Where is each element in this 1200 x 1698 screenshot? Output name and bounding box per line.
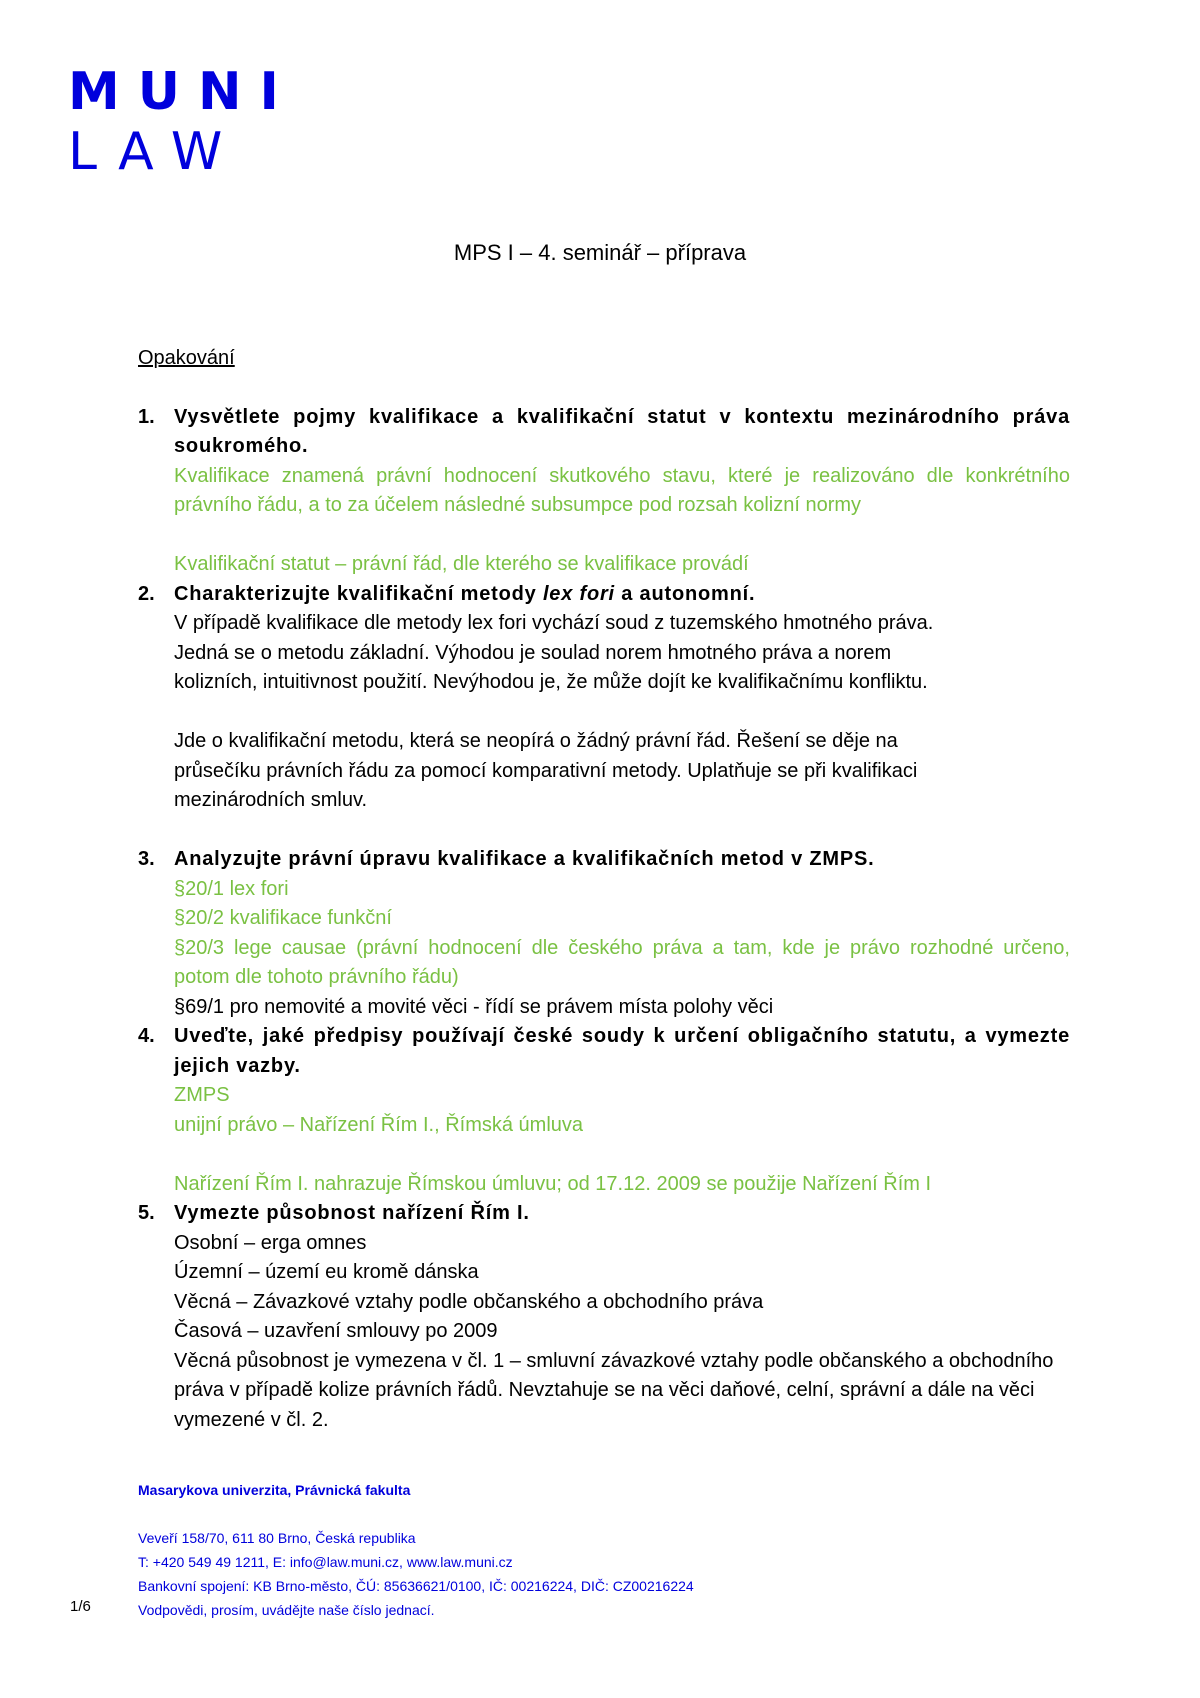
question-italic-term: lex fori xyxy=(542,582,615,605)
question-item-1 xyxy=(138,403,1070,580)
question-item-3 xyxy=(138,845,1070,1022)
footer-institution: Masarykova univerzita, Právnická fakulta xyxy=(138,1482,411,1498)
answer-text: Nařízení Řím I. nahrazuje Římskou úmluvu; od 17.12. 2009 se použije Nařízení Řím I xyxy=(174,1172,932,1195)
question-number: 1. xyxy=(138,405,155,428)
section-heading: Opakování xyxy=(138,347,235,369)
answer-text: Věcná působnost je vymezena v čl. 1 – smluvní závazkové vztahy podle občanského a obchodního práva v případě kolize právních řádů. Nevztahuje se na věci daňové, celní, správní a dále na věci vymezené v čl. 2. xyxy=(174,1349,1054,1431)
question-number: 4. xyxy=(138,1025,155,1047)
logo-line-law: LAW xyxy=(68,122,243,182)
answer-text: §69/1 pro nemovité a movité věci - řídí se právem místa polohy věci xyxy=(174,995,774,1018)
answer-text: Kvalifikace znamená právní hodnocení skutkového stavu, které je realizováno dle konkrétního právního řádu, a to za účelem následné subsumpce pod rozsah kolizní normy xyxy=(174,464,1070,516)
question-item-4 xyxy=(138,1022,1070,1199)
question-text: Uveďte, jaké předpisy používají české soudy k určení obligačního statutu, a vymezte jejich vazby. xyxy=(174,1025,1070,1077)
question-number: 2. xyxy=(138,582,155,605)
answer-text: §20/2 kvalifikace funkční xyxy=(174,907,392,929)
letterhead-footer xyxy=(138,1478,694,1622)
answer-text: §20/3 lege causae (právní hodnocení dle českého práva a tam, kde je právo rozhodné určeno, potom dle tohoto právního řádu) xyxy=(174,936,1070,988)
question-item-5 xyxy=(138,1199,1070,1435)
question-text: Charakterizujte kvalifikační metody lex fori a autonomní. xyxy=(174,582,756,605)
answer-text: V případě kvalifikace dle metody lex fori vychází soud z tuzemského hmotného práva. Jedná se o metodu základní. Výhodou je soulad norem hmotného práva a norem kolizních, intuitivnost použití. Nevýhodou je, že může dojít ke kvalifikačnímu konfliktu. xyxy=(174,612,934,693)
muni-law-logo xyxy=(68,62,297,182)
document-title: MPS I – 4. seminář – příprava xyxy=(453,240,747,265)
answer-text: Jde o kvalifikační metodu, která se neopírá o žádný právní řád. Řešení se děje na průsečíku právních řádu za pomocí komparativní metody. Uplatňuje se při kvalifikaci mezinárodních smluv. xyxy=(174,730,918,811)
footer-note: Vodpovědi, prosím, uvádějte naše číslo jednací. xyxy=(138,1602,435,1618)
answer-text: Kvalifikační statut – právní řád, dle kterého se kvalifikace provádí xyxy=(174,553,749,575)
question-text: Vysvětlete pojmy kvalifikace a kvalifikační statut v kontextu mezinárodního práva soukromého. xyxy=(174,405,1070,457)
document-body xyxy=(138,344,1070,1435)
logo-line-muni: MUNI xyxy=(68,62,297,122)
footer-address: Veveří 158/70, 611 80 Brno, Česká republika xyxy=(138,1530,416,1546)
question-item-2 xyxy=(138,580,1070,846)
answer-text: §20/1 lex fori xyxy=(174,877,289,900)
question-text: Vymezte působnost nařízení Řím I. xyxy=(174,1202,530,1224)
question-list xyxy=(138,403,1070,1436)
answer-text: Časová – uzavření smlouvy po 2009 xyxy=(174,1320,498,1342)
answer-text: ZMPS xyxy=(174,1084,230,1106)
answer-text: Územní – území eu kromě dánska xyxy=(174,1261,479,1283)
answer-text: Osobní – erga omnes xyxy=(174,1231,367,1254)
question-text: Analyzujte právní úpravu kvalifikace a kvalifikačních metod v ZMPS. xyxy=(174,848,875,870)
footer-contact: T: +420 549 49 1211, E: info@law.muni.cz, www.law.muni.cz xyxy=(138,1554,513,1570)
page-number: 1/6 xyxy=(70,1598,91,1615)
answer-text: unijní právo – Nařízení Řím I., Římská úmluva xyxy=(174,1113,584,1136)
question-number: 3. xyxy=(138,848,155,870)
question-number: 5. xyxy=(138,1202,155,1224)
footer-bank: Bankovní spojení: KB Brno-město, ČÚ: 85636621/0100, IČ: 00216224, DIČ: CZ00216224 xyxy=(138,1578,694,1594)
answer-text: Věcná – Závazkové vztahy podle občanského a obchodního práva xyxy=(174,1290,764,1313)
